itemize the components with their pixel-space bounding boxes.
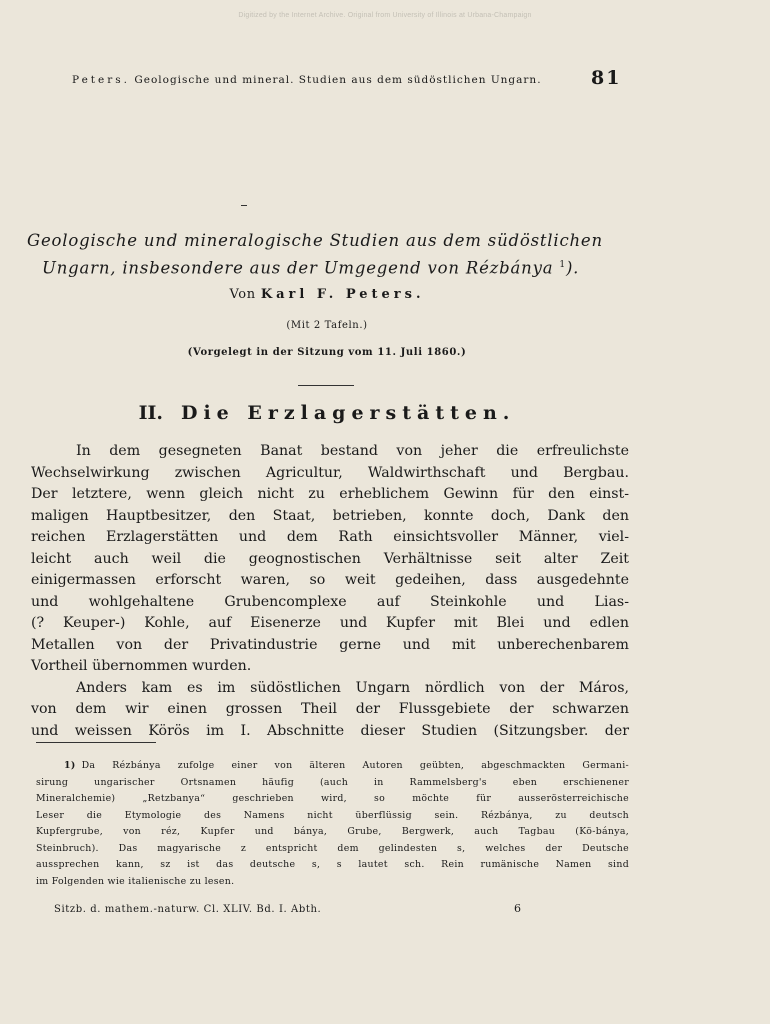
footnote-line: Kupfergrube, von réz, Kupfer und bánya, Grube, Bergwerk, auch Tagbau (Kö-bánya, [36,826,629,837]
body-line: (? Keuper-) Kohle, auf Eisenerze und Kupfer mit Blei und edlen [31,615,629,631]
footnote-line: im Folgenden wie italienische zu lesen. [36,875,235,887]
footnote-divider [36,742,156,743]
body-line: reichen Erzlagerstätten und dem Rath einsichtsvoller Männer, viel- [31,529,629,545]
footnote [36,758,629,890]
body-line: Vortheil übernommen wurden. [31,658,252,674]
body-line: einigermassen erforscht waren, so weit gedeihen, dass ausgedehnte [31,572,629,588]
running-head-title: Geologische und mineral. Studien aus dem südöstlichen Ungarn. [134,74,542,86]
byline-prefix: Von [229,287,256,302]
body-line: Der letztere, wenn gleich nicht zu erheblichem Gewinn für den einst- [31,486,629,502]
digitization-watermark: Digitized by the Internet Archive. Original from University of Illinois at Urbana-Champaign [238,12,532,19]
body-line: maligen Hauptbesitzer, den Staat, betrieben, konnte doch, Dank den [31,507,629,524]
footnote-line [36,758,629,775]
page-number: 81 [591,67,622,89]
plates-note: (Mit 2 Tafeln.) [286,320,368,331]
body-line: und wohlgehaltene Grubencomplexe auf Steinkohle und Lias- [31,593,629,610]
body-line: und weissen Körös im I. Abschnitte dieser Studien (Sitzungsber. der [31,722,629,739]
body-line: Anders kam es im südöstlichen Ungarn nördlich von der Máros, [76,679,629,696]
body-line: Metallen von der Privatindustrie gerne und mit unberechenbarem [31,636,629,653]
journal-footer: Sitzb. d. mathem.-naturw. Cl. XLIV. Bd. I. Abth. [54,904,322,915]
title-footnote-ref[interactable]: 1 [559,260,566,270]
footnote-line: Leser die Etymologie des Namens nicht überflüssig sein. Rézbánya, zu deutsch [36,809,629,821]
section-heading [0,402,654,424]
footnote-line: Mineralchemie) „Retzbanya“ geschrieben wird, so möchte für ausserösterreichische [36,793,629,804]
body-line: leicht auch weil die geognostischen Verhältnisse seit alter Zeit [31,550,629,567]
presented-note: (Vorgelegt in der Sitzung vom 11. Juli 1860.) [187,347,467,358]
author-name: Karl F. Peters. [260,287,425,302]
byline [0,287,654,302]
body-line: von dem wir einen grossen Theil der Flussgebiete der schwarzen [31,701,629,717]
section-divider [298,385,354,386]
decorative-dash [241,205,247,206]
footnote-line: Steinbruch). Das magyarische z entspricht dem gelindesten s, welches der Deutsche [36,842,629,854]
footnote-line: sirung ungarischer Ortsnamen häufig (auch in Rammelsberg's eben erschienener [36,776,629,788]
body-line: In dem gesegneten Banat bestand von jeher die erfreulichste [76,443,629,459]
section-number: II. [138,402,163,424]
article-title [27,228,627,281]
article-title-line-1: Geologische und mineralogische Studien aus dem südöstlichen [27,231,603,250]
article-title-line-2 [27,253,627,281]
footnote-mark: 1) [64,760,76,771]
body-line: Wechselwirkung zwischen Agricultur, Waldwirthschaft und Bergbau. [31,464,629,481]
footnote-line: aussprechen kann, sz ist das deutsche s, s lautet sch. Rein rumänische Namen sind [36,859,629,870]
running-head-author: Peters. [72,74,130,86]
article-title-line-2-text: Ungarn, insbesondere aus der Umgegend von Rézbánya [42,258,554,278]
body-text [31,441,629,742]
section-title: Die Erzlagerstätten. [180,402,516,424]
running-head [72,74,632,86]
title-end-punct: ). [565,258,580,278]
sheet-signature: 6 [514,902,521,915]
footnote-line-text: Da Rézbánya zufolge einer von älteren Autoren geübten, abgeschmackten Germani- [81,760,629,771]
